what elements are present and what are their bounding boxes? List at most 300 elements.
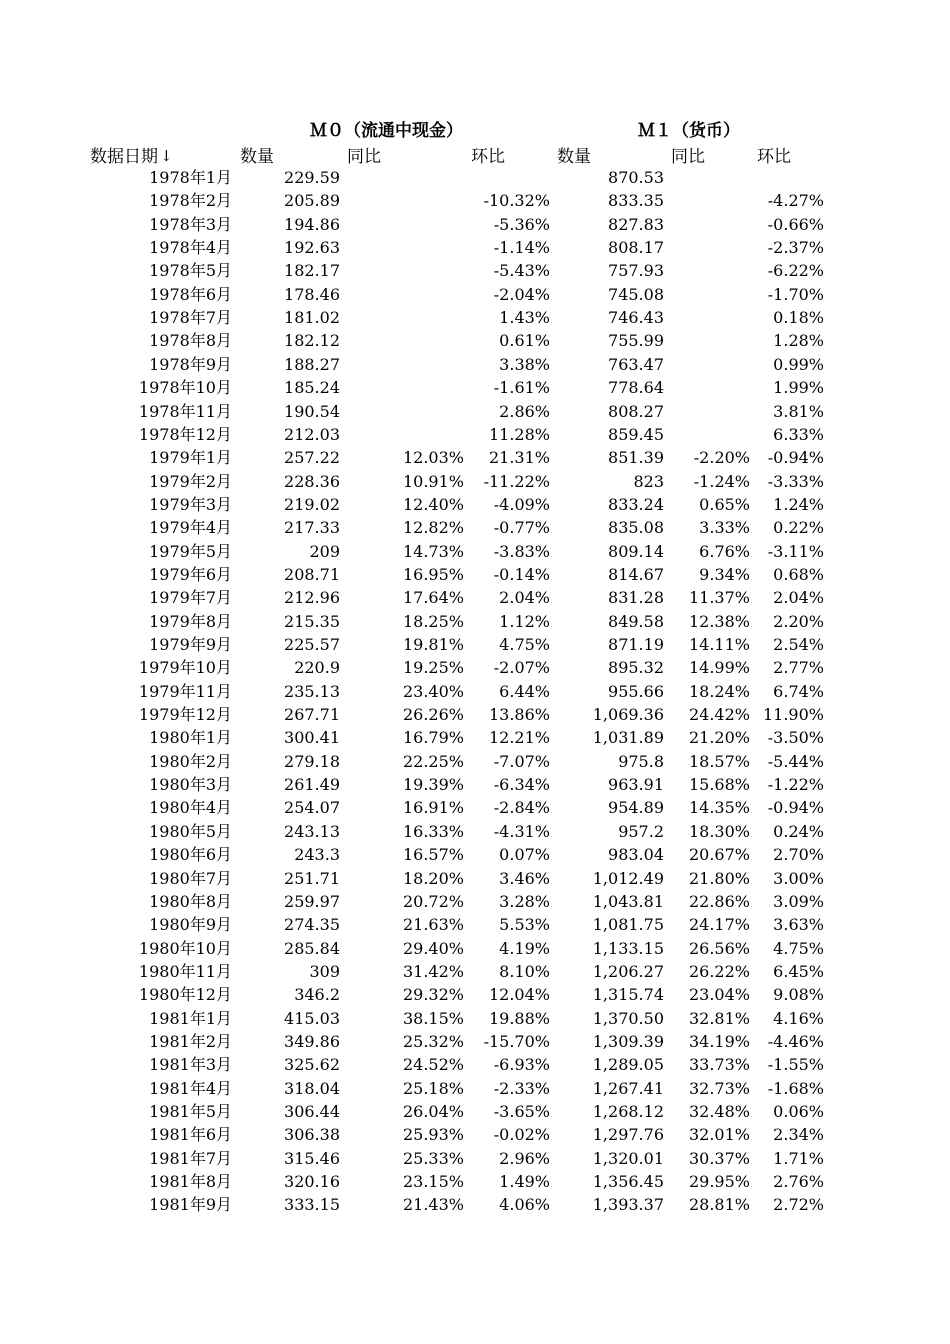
m1-quantity-cell[interactable]: 1,043.81 xyxy=(592,891,664,911)
m0-quantity-cell[interactable]: 300.41 xyxy=(284,728,340,748)
date-cell[interactable]: 1979年4月 xyxy=(149,518,232,538)
m0-yoy-cell[interactable]: 31.42% xyxy=(402,961,464,981)
m1-quantity-cell[interactable]: 1,309.39 xyxy=(592,1031,664,1051)
m1-quantity-cell[interactable]: 975.8 xyxy=(618,751,664,771)
m0-mom-cell[interactable]: -3.65% xyxy=(493,1102,550,1121)
m0-mom-cell[interactable]: -4.31% xyxy=(493,821,550,841)
m0-quantity-cell[interactable]: 309 xyxy=(309,961,340,981)
m1-quantity-cell[interactable]: 833.35 xyxy=(608,191,664,211)
m0-mom-cell[interactable]: 6.44% xyxy=(499,681,550,701)
m0-quantity-cell[interactable]: 274.35 xyxy=(284,915,340,935)
m1-mom-cell[interactable]: 0.24% xyxy=(773,821,824,841)
date-cell[interactable]: 1978年12月 xyxy=(138,424,232,444)
date-cell[interactable]: 1979年12月 xyxy=(138,705,232,725)
m0-yoy-cell[interactable]: 16.95% xyxy=(402,564,464,584)
m0-quantity-cell[interactable]: 215.35 xyxy=(284,611,340,631)
m1-quantity-cell[interactable]: 831.28 xyxy=(608,588,664,608)
m1-quantity-cell[interactable]: 1,268.12 xyxy=(592,1102,664,1121)
m0-quantity-cell[interactable]: 267.71 xyxy=(284,705,340,725)
m0-yoy-cell[interactable]: 21.63% xyxy=(402,915,464,935)
m0-yoy-cell[interactable]: 19.81% xyxy=(402,635,464,654)
m1-quantity-cell[interactable]: 963.91 xyxy=(608,775,664,795)
table-row xyxy=(0,983,950,1006)
date-cell[interactable]: 1978年5月 xyxy=(149,261,232,281)
date-cell[interactable]: 1981年3月 xyxy=(149,1055,232,1075)
m0-mom-cell[interactable]: 2.86% xyxy=(499,401,550,421)
m0-yoy-cell[interactable]: 19.39% xyxy=(402,775,464,795)
m0-quantity-cell[interactable]: 251.71 xyxy=(284,868,340,888)
m0-mom-cell[interactable]: -0.77% xyxy=(493,518,550,538)
m1-mom-cell[interactable]: 6.45% xyxy=(773,961,824,981)
m1-quantity-cell[interactable]: 745.08 xyxy=(608,284,664,304)
m1-mom-cell[interactable]: 4.16% xyxy=(773,1008,824,1028)
m1-quantity-cell[interactable]: 809.14 xyxy=(608,541,664,561)
m0-yoy-cell[interactable]: 10.91% xyxy=(402,471,464,491)
date-cell[interactable]: 1981年6月 xyxy=(149,1125,232,1145)
m1-mom-cell[interactable]: 2.77% xyxy=(773,658,824,678)
m0-mom-cell[interactable]: 21.31% xyxy=(488,448,550,468)
m1-quantity-cell[interactable]: 763.47 xyxy=(608,354,664,374)
m1-quantity-cell[interactable]: 1,031.89 xyxy=(592,728,664,748)
m1-quantity-cell[interactable]: 755.99 xyxy=(608,331,664,351)
m0-mom-cell[interactable]: -2.04% xyxy=(493,284,550,304)
m1-mom-cell[interactable]: 1.28% xyxy=(773,331,824,351)
m1-mom-cell[interactable]: 0.99% xyxy=(773,354,824,374)
m0-mom-cell[interactable]: 4.75% xyxy=(499,635,550,654)
m0-yoy-cell[interactable]: 18.20% xyxy=(402,868,464,888)
m0-yoy-cell[interactable]: 26.04% xyxy=(402,1102,464,1121)
date-cell[interactable]: 1979年10月 xyxy=(138,658,232,678)
m0-quantity-cell[interactable]: 178.46 xyxy=(284,284,340,304)
m1-yoy-cell[interactable]: 26.56% xyxy=(688,938,750,958)
table-row xyxy=(0,890,950,913)
m0-yoy-cell[interactable]: 12.40% xyxy=(402,494,464,514)
m1-mom-cell[interactable]: 2.34% xyxy=(773,1125,824,1145)
table-row xyxy=(0,376,950,399)
group-header-m1: Ｍ１（货币） xyxy=(638,121,740,141)
m1-quantity-cell[interactable]: 955.66 xyxy=(608,681,664,701)
m0-mom-cell[interactable]: 13.86% xyxy=(488,705,550,725)
m0-mom-cell[interactable]: 4.19% xyxy=(499,938,550,958)
date-cell[interactable]: 1981年8月 xyxy=(149,1172,232,1192)
table-row xyxy=(0,726,950,749)
m1-yoy-cell[interactable]: 24.17% xyxy=(688,915,750,935)
m1-quantity-cell[interactable]: 895.32 xyxy=(608,658,664,678)
m0-mom-cell[interactable]: 11.28% xyxy=(488,424,550,444)
m1-mom-cell[interactable]: 0.18% xyxy=(773,308,824,328)
date-cell[interactable]: 1980年2月 xyxy=(149,751,232,771)
date-cell[interactable]: 1980年4月 xyxy=(149,798,232,818)
date-cell[interactable]: 1978年10月 xyxy=(138,378,232,398)
m1-yoy-cell[interactable]: 33.73% xyxy=(688,1055,750,1075)
m1-yoy-cell[interactable]: 22.86% xyxy=(688,891,750,911)
m1-quantity-cell[interactable]: 859.45 xyxy=(608,424,664,444)
m1-quantity-cell[interactable]: 957.2 xyxy=(618,821,664,841)
m1-mom-cell[interactable]: -4.46% xyxy=(767,1031,824,1051)
m1-quantity-cell[interactable]: 833.24 xyxy=(608,494,664,514)
date-cell[interactable]: 1979年7月 xyxy=(149,588,232,608)
m0-yoy-cell[interactable]: 26.26% xyxy=(402,705,464,725)
m0-quantity-cell[interactable]: 257.22 xyxy=(284,448,340,468)
m0-yoy-cell[interactable]: 23.15% xyxy=(402,1172,464,1192)
m1-quantity-cell[interactable]: 1,081.75 xyxy=(592,915,664,935)
date-cell[interactable]: 1979年9月 xyxy=(149,635,232,654)
m0-quantity-cell[interactable]: 315.46 xyxy=(284,1148,340,1168)
m1-quantity-cell[interactable]: 746.43 xyxy=(608,308,664,328)
m0-quantity-cell[interactable]: 235.13 xyxy=(284,681,340,701)
m0-mom-cell[interactable]: 2.04% xyxy=(499,588,550,608)
date-cell[interactable]: 1980年9月 xyxy=(149,915,232,935)
date-cell[interactable]: 1980年10月 xyxy=(138,938,232,958)
date-cell[interactable]: 1979年5月 xyxy=(149,541,232,561)
m1-mom-cell[interactable]: -0.66% xyxy=(767,214,824,234)
m1-quantity-cell[interactable]: 1,133.15 xyxy=(592,938,664,958)
m1-mom-cell[interactable]: 1.99% xyxy=(773,378,824,398)
m1-mom-cell[interactable]: -2.37% xyxy=(767,238,824,258)
m1-mom-cell[interactable]: -1.22% xyxy=(767,775,824,795)
m1-yoy-cell[interactable]: 21.80% xyxy=(688,868,750,888)
m0-yoy-cell[interactable]: 12.82% xyxy=(402,518,464,538)
m0-mom-cell[interactable]: -1.61% xyxy=(493,378,550,398)
m0-quantity-cell[interactable]: 333.15 xyxy=(284,1195,340,1215)
m0-yoy-cell[interactable]: 18.25% xyxy=(402,611,464,631)
m1-yoy-cell[interactable]: 30.37% xyxy=(688,1148,750,1168)
m0-quantity-cell[interactable]: 217.33 xyxy=(284,518,340,538)
m0-quantity-cell[interactable]: 185.24 xyxy=(284,378,340,398)
m1-quantity-cell[interactable]: 1,320.01 xyxy=(592,1148,664,1168)
m0-mom-cell[interactable]: 4.06% xyxy=(499,1195,550,1215)
m1-mom-cell[interactable]: -0.94% xyxy=(767,448,824,468)
m1-quantity-cell[interactable]: 851.39 xyxy=(608,448,664,468)
m1-quantity-cell[interactable]: 757.93 xyxy=(608,261,664,281)
m1-yoy-cell[interactable]: 14.99% xyxy=(688,658,750,678)
m0-quantity-cell[interactable]: 219.02 xyxy=(284,494,340,514)
m1-mom-cell[interactable]: -6.22% xyxy=(767,261,824,281)
date-cell[interactable]: 1981年7月 xyxy=(149,1148,232,1168)
m0-quantity-cell[interactable]: 228.36 xyxy=(284,471,340,491)
m1-yoy-cell[interactable]: 23.04% xyxy=(688,985,750,1005)
date-cell[interactable]: 1980年11月 xyxy=(138,961,232,981)
date-cell[interactable]: 1978年9月 xyxy=(149,354,232,374)
m0-mom-cell[interactable]: 2.96% xyxy=(499,1148,550,1168)
m0-mom-cell[interactable]: -5.36% xyxy=(493,214,550,234)
m0-mom-cell[interactable]: -3.83% xyxy=(493,541,550,561)
date-cell[interactable]: 1979年1月 xyxy=(149,448,232,468)
m0-quantity-cell[interactable]: 243.13 xyxy=(284,821,340,841)
m1-yoy-cell[interactable]: 20.67% xyxy=(688,845,750,865)
date-cell[interactable]: 1980年8月 xyxy=(149,891,232,911)
m0-quantity-cell[interactable]: 220.9 xyxy=(294,658,340,678)
m1-quantity-cell[interactable]: 1,356.45 xyxy=(592,1172,664,1192)
m0-mom-cell[interactable]: -6.93% xyxy=(493,1055,550,1075)
m0-quantity-cell[interactable]: 182.12 xyxy=(284,331,340,351)
m0-mom-cell[interactable]: -10.32% xyxy=(483,191,550,211)
m1-yoy-cell[interactable]: -2.20% xyxy=(693,448,750,468)
m1-quantity-cell[interactable]: 1,069.36 xyxy=(592,705,664,725)
m1-yoy-cell[interactable]: 18.24% xyxy=(688,681,750,701)
date-cell[interactable]: 1978年7月 xyxy=(149,308,232,328)
m0-yoy-cell[interactable]: 20.72% xyxy=(402,891,464,911)
m0-quantity-cell[interactable]: 188.27 xyxy=(284,354,340,374)
m0-yoy-cell[interactable]: 22.25% xyxy=(402,751,464,771)
m0-quantity-cell[interactable]: 192.63 xyxy=(284,238,340,258)
m1-yoy-cell[interactable]: 32.01% xyxy=(688,1125,750,1145)
m1-yoy-cell[interactable]: 3.33% xyxy=(699,518,750,538)
m1-quantity-cell[interactable]: 1,393.37 xyxy=(592,1195,664,1215)
m0-yoy-cell[interactable]: 19.25% xyxy=(402,658,464,678)
m1-quantity-cell[interactable]: 1,206.27 xyxy=(592,961,664,981)
m1-mom-cell[interactable]: 3.81% xyxy=(773,401,824,421)
m1-yoy-cell[interactable]: 9.34% xyxy=(699,564,750,584)
m0-mom-cell[interactable]: 8.10% xyxy=(499,961,550,981)
date-cell[interactable]: 1978年3月 xyxy=(149,214,232,234)
date-cell[interactable]: 1980年5月 xyxy=(149,821,232,841)
m1-yoy-cell[interactable]: -1.24% xyxy=(693,471,750,491)
date-cell[interactable]: 1980年6月 xyxy=(149,845,232,865)
m1-yoy-cell[interactable]: 18.30% xyxy=(688,821,750,841)
m1-yoy-cell[interactable]: 32.81% xyxy=(688,1008,750,1028)
m0-quantity-cell[interactable]: 261.49 xyxy=(284,775,340,795)
m1-yoy-cell[interactable]: 28.81% xyxy=(688,1195,750,1215)
m1-mom-cell[interactable]: 6.33% xyxy=(773,424,824,444)
m1-yoy-cell[interactable]: 12.38% xyxy=(688,611,750,631)
m1-yoy-cell[interactable]: 14.11% xyxy=(688,635,750,654)
m0-mom-cell[interactable]: -2.84% xyxy=(493,798,550,818)
m1-yoy-cell[interactable]: 29.95% xyxy=(688,1172,750,1192)
m1-mom-cell[interactable]: -0.94% xyxy=(767,798,824,818)
m1-mom-cell[interactable]: -1.70% xyxy=(767,284,824,304)
m0-mom-cell[interactable]: -5.43% xyxy=(493,261,550,281)
m0-yoy-cell[interactable]: 14.73% xyxy=(402,541,464,561)
m1-yoy-cell[interactable]: 32.48% xyxy=(688,1102,750,1121)
m1-quantity-cell[interactable]: 871.19 xyxy=(608,635,664,654)
m0-mom-cell[interactable]: -7.07% xyxy=(493,751,550,771)
m1-yoy-cell[interactable]: 32.73% xyxy=(688,1078,750,1098)
m0-mom-cell[interactable]: 0.07% xyxy=(499,845,550,865)
table-row xyxy=(0,563,950,586)
m1-quantity-cell[interactable]: 778.64 xyxy=(608,378,664,398)
date-cell[interactable]: 1980年3月 xyxy=(149,775,232,795)
m0-mom-cell[interactable]: 1.49% xyxy=(499,1172,550,1192)
m0-mom-cell[interactable]: 19.88% xyxy=(488,1008,550,1028)
m1-quantity-cell[interactable]: 1,297.76 xyxy=(592,1125,664,1145)
m0-mom-cell[interactable]: -11.22% xyxy=(483,471,550,491)
m1-yoy-cell[interactable]: 14.35% xyxy=(688,798,750,818)
m1-yoy-cell[interactable]: 15.68% xyxy=(688,775,750,795)
m0-mom-cell[interactable]: -2.33% xyxy=(493,1078,550,1098)
m0-quantity-cell[interactable]: 318.04 xyxy=(284,1078,340,1098)
date-cell[interactable]: 1981年1月 xyxy=(149,1008,232,1028)
m0-mom-cell[interactable]: 12.04% xyxy=(488,985,550,1005)
m1-mom-cell[interactable]: -1.68% xyxy=(767,1078,824,1098)
m0-yoy-cell[interactable]: 25.18% xyxy=(402,1078,464,1098)
m1-quantity-cell[interactable]: 835.08 xyxy=(608,518,664,538)
m1-yoy-cell[interactable]: 34.19% xyxy=(688,1031,750,1051)
m0-quantity-cell[interactable]: 209 xyxy=(309,541,340,561)
m1-mom-cell[interactable]: -3.50% xyxy=(767,728,824,748)
m0-mom-cell[interactable]: -4.09% xyxy=(493,494,550,514)
m1-quantity-cell[interactable]: 870.53 xyxy=(608,168,664,187)
m0-mom-cell[interactable]: -0.14% xyxy=(493,564,550,584)
m0-quantity-cell[interactable]: 285.84 xyxy=(284,938,340,958)
m1-mom-cell[interactable]: 1.24% xyxy=(773,494,824,514)
m0-mom-cell[interactable]: 1.43% xyxy=(499,308,550,328)
m1-quantity-cell[interactable]: 954.89 xyxy=(608,798,664,818)
m0-yoy-cell[interactable]: 29.32% xyxy=(402,985,464,1005)
m0-mom-cell[interactable]: 1.12% xyxy=(499,611,550,631)
m0-yoy-cell[interactable]: 17.64% xyxy=(402,588,464,608)
m0-yoy-cell[interactable]: 25.33% xyxy=(402,1148,464,1168)
m1-mom-cell[interactable]: -3.11% xyxy=(767,541,824,561)
m1-yoy-cell[interactable]: 24.42% xyxy=(688,705,750,725)
date-cell[interactable]: 1980年12月 xyxy=(138,985,232,1005)
m0-quantity-cell[interactable]: 415.03 xyxy=(284,1008,340,1028)
m0-quantity-cell[interactable]: 346.2 xyxy=(294,985,340,1005)
m0-yoy-cell[interactable]: 23.40% xyxy=(402,681,464,701)
date-cell[interactable]: 1981年4月 xyxy=(149,1078,232,1098)
m0-quantity-cell[interactable]: 225.57 xyxy=(284,635,340,654)
m1-quantity-cell[interactable]: 808.17 xyxy=(608,238,664,258)
m0-yoy-cell[interactable]: 16.57% xyxy=(402,845,464,865)
m1-mom-cell[interactable]: 0.22% xyxy=(773,518,824,538)
date-cell[interactable]: 1980年1月 xyxy=(149,728,232,748)
m0-quantity-cell[interactable]: 208.71 xyxy=(284,564,340,584)
m0-yoy-cell[interactable]: 38.15% xyxy=(402,1008,464,1028)
date-cell[interactable]: 1978年4月 xyxy=(149,238,232,258)
m0-quantity-cell[interactable]: 349.86 xyxy=(284,1031,340,1051)
m1-yoy-cell[interactable]: 0.65% xyxy=(699,494,750,514)
m0-mom-cell[interactable]: 0.61% xyxy=(499,331,550,351)
table-row xyxy=(0,423,950,446)
m1-mom-cell[interactable]: -4.27% xyxy=(767,191,824,211)
m0-mom-cell[interactable]: -6.34% xyxy=(493,775,550,795)
m0-yoy-cell[interactable]: 16.79% xyxy=(402,728,464,748)
m0-mom-cell[interactable]: 12.21% xyxy=(488,728,550,748)
m1-yoy-cell[interactable]: 26.22% xyxy=(688,961,750,981)
m0-quantity-cell[interactable]: 254.07 xyxy=(284,798,340,818)
date-cell[interactable]: 1981年9月 xyxy=(149,1195,232,1215)
date-cell[interactable]: 1979年8月 xyxy=(149,611,232,631)
m0-yoy-cell[interactable]: 16.33% xyxy=(402,821,464,841)
date-cell[interactable]: 1978年1月 xyxy=(149,168,232,187)
m1-mom-cell[interactable]: 3.63% xyxy=(773,915,824,935)
column-header-date[interactable] xyxy=(90,142,173,167)
date-cell[interactable]: 1981年2月 xyxy=(149,1031,232,1051)
m0-quantity-cell[interactable]: 205.89 xyxy=(284,191,340,211)
m0-quantity-cell[interactable]: 190.54 xyxy=(284,401,340,421)
date-cell[interactable]: 1979年11月 xyxy=(138,681,232,701)
m1-quantity-cell[interactable]: 1,289.05 xyxy=(592,1055,664,1075)
m0-quantity-cell[interactable]: 181.02 xyxy=(284,308,340,328)
m1-mom-cell[interactable]: 3.00% xyxy=(773,868,824,888)
m1-quantity-cell[interactable]: 823 xyxy=(633,471,664,491)
m0-mom-cell[interactable]: -1.14% xyxy=(493,238,550,258)
table-row xyxy=(0,1170,950,1193)
m1-mom-cell[interactable]: 3.09% xyxy=(773,891,824,911)
m1-quantity-cell[interactable]: 1,012.49 xyxy=(592,868,664,888)
m1-mom-cell[interactable]: 2.76% xyxy=(773,1172,824,1192)
m1-quantity-cell[interactable]: 849.58 xyxy=(608,611,664,631)
m0-mom-cell[interactable]: 3.46% xyxy=(499,868,550,888)
m0-mom-cell[interactable]: -2.07% xyxy=(493,658,550,678)
m1-quantity-cell[interactable]: 827.83 xyxy=(608,214,664,234)
m1-quantity-cell[interactable]: 1,315.74 xyxy=(592,985,664,1005)
m0-mom-cell[interactable]: -15.70% xyxy=(483,1031,550,1051)
date-cell[interactable]: 1979年6月 xyxy=(149,564,232,584)
m0-quantity-cell[interactable]: 325.62 xyxy=(284,1055,340,1075)
m0-quantity-cell[interactable]: 229.59 xyxy=(284,168,340,187)
m0-quantity-cell[interactable]: 306.44 xyxy=(284,1102,340,1121)
m1-quantity-cell[interactable]: 808.27 xyxy=(608,401,664,421)
m0-yoy-cell[interactable]: 25.32% xyxy=(402,1031,464,1051)
m0-quantity-cell[interactable]: 194.86 xyxy=(284,214,340,234)
m1-mom-cell[interactable]: 2.70% xyxy=(773,845,824,865)
m0-quantity-cell[interactable]: 320.16 xyxy=(284,1172,340,1192)
m0-mom-cell[interactable]: 3.38% xyxy=(499,354,550,374)
m0-quantity-cell[interactable]: 279.18 xyxy=(284,751,340,771)
m1-mom-cell[interactable]: 9.08% xyxy=(773,985,824,1005)
m1-quantity-cell[interactable]: 814.67 xyxy=(608,564,664,584)
m0-yoy-cell[interactable]: 25.93% xyxy=(402,1125,464,1145)
date-cell[interactable]: 1981年5月 xyxy=(149,1102,232,1121)
date-cell[interactable]: 1979年2月 xyxy=(149,471,232,491)
m0-yoy-cell[interactable]: 24.52% xyxy=(402,1055,464,1075)
m1-mom-cell[interactable]: 2.04% xyxy=(773,588,824,608)
m0-yoy-cell[interactable]: 16.91% xyxy=(402,798,464,818)
m0-quantity-cell[interactable]: 259.97 xyxy=(284,891,340,911)
m1-mom-cell[interactable]: -1.55% xyxy=(767,1055,824,1075)
m1-mom-cell[interactable]: 11.90% xyxy=(762,705,824,725)
m0-mom-cell[interactable]: 5.53% xyxy=(499,915,550,935)
m0-quantity-cell[interactable]: 182.17 xyxy=(284,261,340,281)
date-cell[interactable]: 1980年7月 xyxy=(149,868,232,888)
m0-quantity-cell[interactable]: 212.03 xyxy=(284,424,340,444)
m1-yoy-cell[interactable]: 18.57% xyxy=(688,751,750,771)
m0-mom-cell[interactable]: 3.28% xyxy=(499,891,550,911)
m1-mom-cell[interactable]: 2.72% xyxy=(773,1195,824,1215)
m0-mom-cell[interactable]: -0.02% xyxy=(493,1125,550,1145)
m1-mom-cell[interactable]: 2.54% xyxy=(773,635,824,654)
table-row xyxy=(0,750,950,773)
m1-quantity-cell[interactable]: 1,267.41 xyxy=(592,1078,664,1098)
m1-mom-cell[interactable]: 2.20% xyxy=(773,611,824,631)
date-cell[interactable]: 1978年11月 xyxy=(138,401,232,421)
date-cell[interactable]: 1978年6月 xyxy=(149,284,232,304)
m1-mom-cell[interactable]: 4.75% xyxy=(773,938,824,958)
m1-quantity-cell[interactable]: 983.04 xyxy=(608,845,664,865)
m1-yoy-cell[interactable]: 11.37% xyxy=(688,588,750,608)
date-cell[interactable]: 1978年2月 xyxy=(149,191,232,211)
m1-mom-cell[interactable]: 6.74% xyxy=(773,681,824,701)
arrow-down-icon[interactable]: ↓ xyxy=(160,147,173,165)
m0-yoy-cell[interactable]: 21.43% xyxy=(402,1195,464,1215)
m0-yoy-cell[interactable]: 29.40% xyxy=(402,938,464,958)
date-cell[interactable]: 1978年8月 xyxy=(149,331,232,351)
m1-mom-cell[interactable]: 0.06% xyxy=(773,1102,824,1121)
date-cell[interactable]: 1979年3月 xyxy=(149,494,232,514)
m0-quantity-cell[interactable]: 306.38 xyxy=(284,1125,340,1145)
m1-mom-cell[interactable]: 0.68% xyxy=(773,564,824,584)
m0-quantity-cell[interactable]: 243.3 xyxy=(294,845,340,865)
m1-yoy-cell[interactable]: 6.76% xyxy=(699,541,750,561)
m1-yoy-cell[interactable]: 21.20% xyxy=(688,728,750,748)
m1-quantity-cell[interactable]: 1,370.50 xyxy=(592,1008,664,1028)
m0-yoy-cell[interactable]: 12.03% xyxy=(402,448,464,468)
m1-mom-cell[interactable]: -5.44% xyxy=(767,751,824,771)
m1-mom-cell[interactable]: 1.71% xyxy=(773,1148,824,1168)
m1-mom-cell[interactable]: -3.33% xyxy=(767,471,824,491)
m0-quantity-cell[interactable]: 212.96 xyxy=(284,588,340,608)
